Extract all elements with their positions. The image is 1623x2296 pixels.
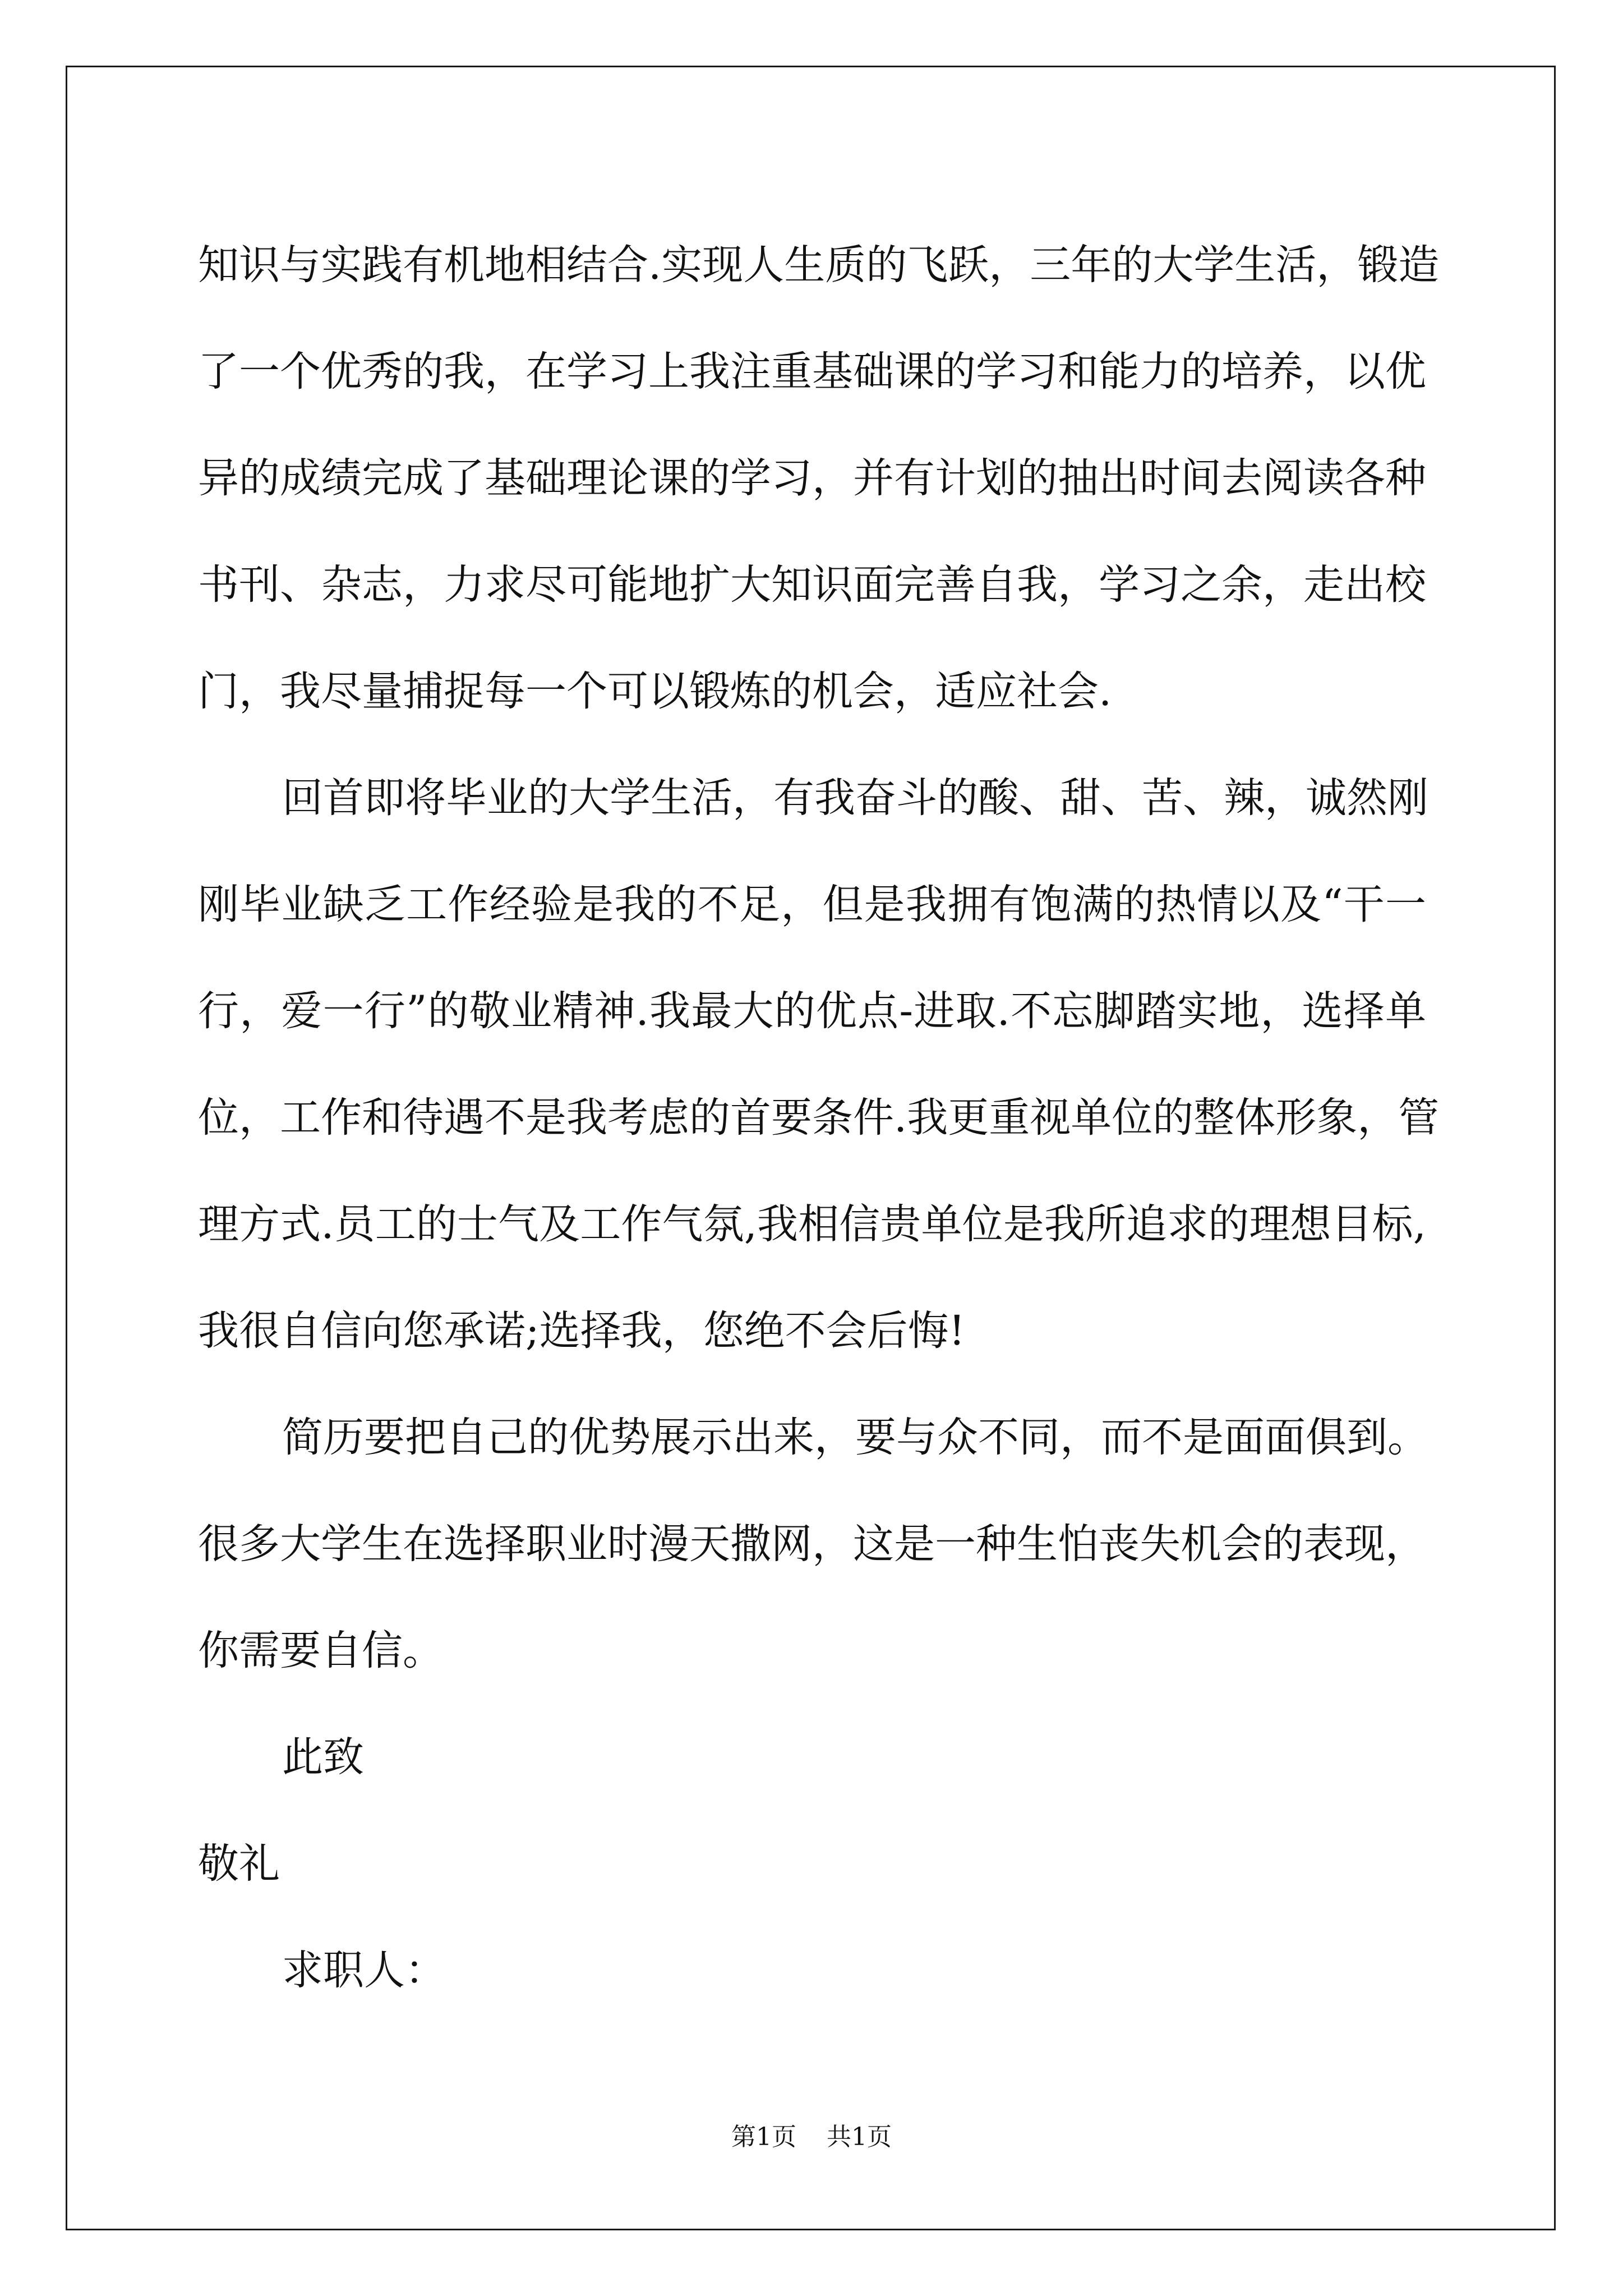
- text-line: 位，工作和待遇不是我考虑的首要条件.我更重视单位的整体形象，管: [198, 1094, 1440, 1142]
- page-number-current: 第1页: [731, 2123, 796, 2151]
- text-line: 书刊、杂志，力求尽可能地扩大知识面完善自我，学习之余，走出校: [198, 561, 1426, 609]
- text-line: 门，我尽量捕捉每一个可以锻炼的机会，适应社会.: [198, 668, 1112, 715]
- page-number-total: 共1页: [827, 2123, 892, 2151]
- text-line: 知识与实践有机地相结合.实现人生质的飞跃，三年的大学生活，锻造: [198, 241, 1440, 289]
- text-line: 理方式.员工的士气及工作气氛,我相信贵单位是我所追求的理想目标,: [198, 1200, 1426, 1248]
- text-line: 刚毕业缺乏工作经验是我的不足，但是我拥有饱满的热情以及“干一: [198, 881, 1426, 928]
- salutation-closing: 此致: [282, 1733, 364, 1781]
- text-line: 了一个优秀的我，在学习上我注重基础课的学习和能力的培养，以优: [198, 348, 1426, 395]
- text-line: 很多大学生在选择职业时漫天撒网，这是一种生怕丧失机会的表现，: [198, 1520, 1426, 1568]
- text-line: 简历要把自己的优势展示出来，要与众不同，而不是面面俱到。: [282, 1414, 1428, 1461]
- text-line: 异的成绩完成了基础理论课的学习，并有计划的抽出时间去阅读各种: [198, 454, 1426, 502]
- text-line: 回首即将毕业的大学生活，有我奋斗的酸、甜、苦、辣，诚然刚: [282, 774, 1428, 822]
- page-footer: [0, 2116, 1623, 2152]
- salutation-regards: 敬礼: [198, 1840, 280, 1888]
- signature-label: 求职人：: [282, 1947, 446, 1994]
- text-line: 行，爱一行”的敬业精神.我最大的优点-进取.不忘脚踏实地，选择单: [198, 987, 1426, 1035]
- letter-body: [198, 212, 1440, 2024]
- text-line: 你需要自信。: [198, 1627, 444, 1674]
- text-line: 我很自信向您承诺;选择我，您绝不会后悔!: [198, 1307, 965, 1355]
